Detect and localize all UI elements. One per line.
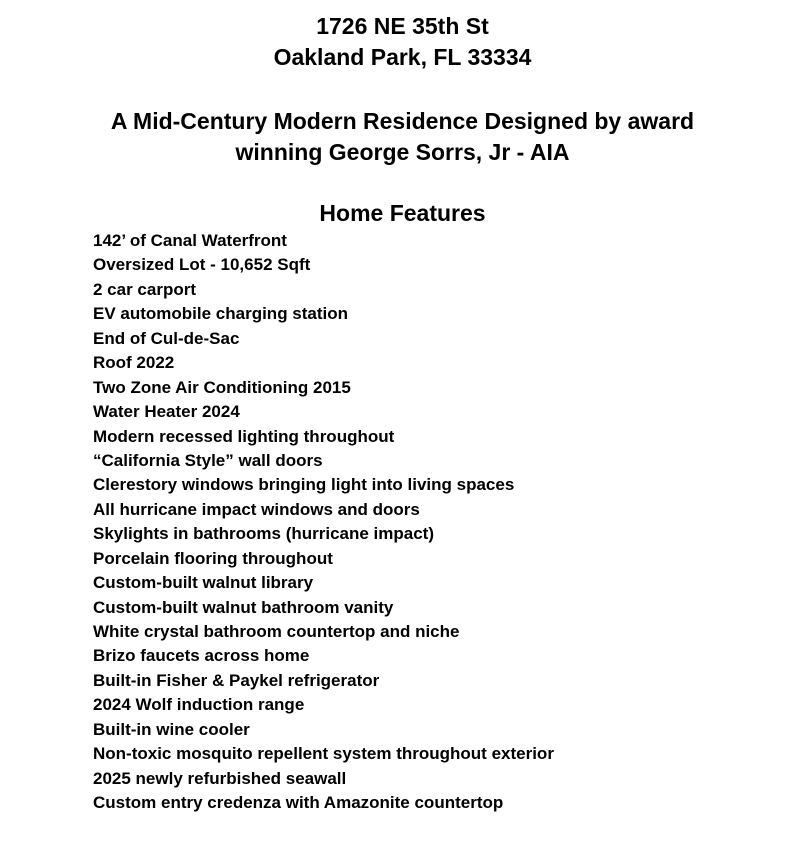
feature-item: Two Zone Air Conditioning 2015 <box>93 377 351 397</box>
feature-item: All hurricane impact windows and doors <box>93 499 420 519</box>
feature-item: Custom entry credenza with Amazonite countertop <box>93 793 504 813</box>
feature-item: Built-in wine cooler <box>93 719 250 739</box>
feature-item: Skylights in bathrooms (hurricane impact) <box>93 524 435 544</box>
feature-item: 2024 Wolf induction range <box>93 695 305 715</box>
subtitle-line-1: A Mid-Century Modern Residence Designed by award <box>110 108 695 134</box>
feature-item: Custom-built walnut bathroom vanity <box>93 597 394 617</box>
feature-item: “California Style” wall doors <box>93 450 323 470</box>
features-heading: Home Features <box>319 200 486 226</box>
subtitle-line-2: winning George Sorrs, Jr - AIA <box>235 139 570 165</box>
feature-item: Brizo faucets across home <box>93 646 310 666</box>
feature-item: 2025 newly refurbished seawall <box>93 768 347 788</box>
feature-item: Oversized Lot - 10,652 Sqft <box>93 255 311 275</box>
feature-item: Porcelain flooring throughout <box>93 548 333 568</box>
feature-item: End of Cul-de-Sac <box>93 328 240 348</box>
feature-item: Roof 2022 <box>93 353 175 373</box>
features-list <box>93 229 554 816</box>
feature-item: Non-toxic mosquito repellent system throughout exterior <box>93 744 554 764</box>
feature-item: Custom-built walnut library <box>93 573 314 593</box>
feature-item: Built-in Fisher & Paykel refrigerator <box>93 670 380 690</box>
feature-item: EV automobile charging station <box>93 304 349 324</box>
feature-item: Clerestory windows bringing light into living spaces <box>93 475 515 495</box>
address-street: 1726 NE 35th St <box>316 13 489 39</box>
feature-item: White crystal bathroom countertop and niche <box>93 622 460 641</box>
address-city-state-zip: Oakland Park, FL 33334 <box>273 44 532 70</box>
feature-item: 142’ of Canal Waterfront <box>93 231 287 250</box>
feature-item: 2 car carport <box>93 279 196 299</box>
feature-item: Modern recessed lighting throughout <box>93 426 395 446</box>
feature-item: Water Heater 2024 <box>93 402 240 422</box>
